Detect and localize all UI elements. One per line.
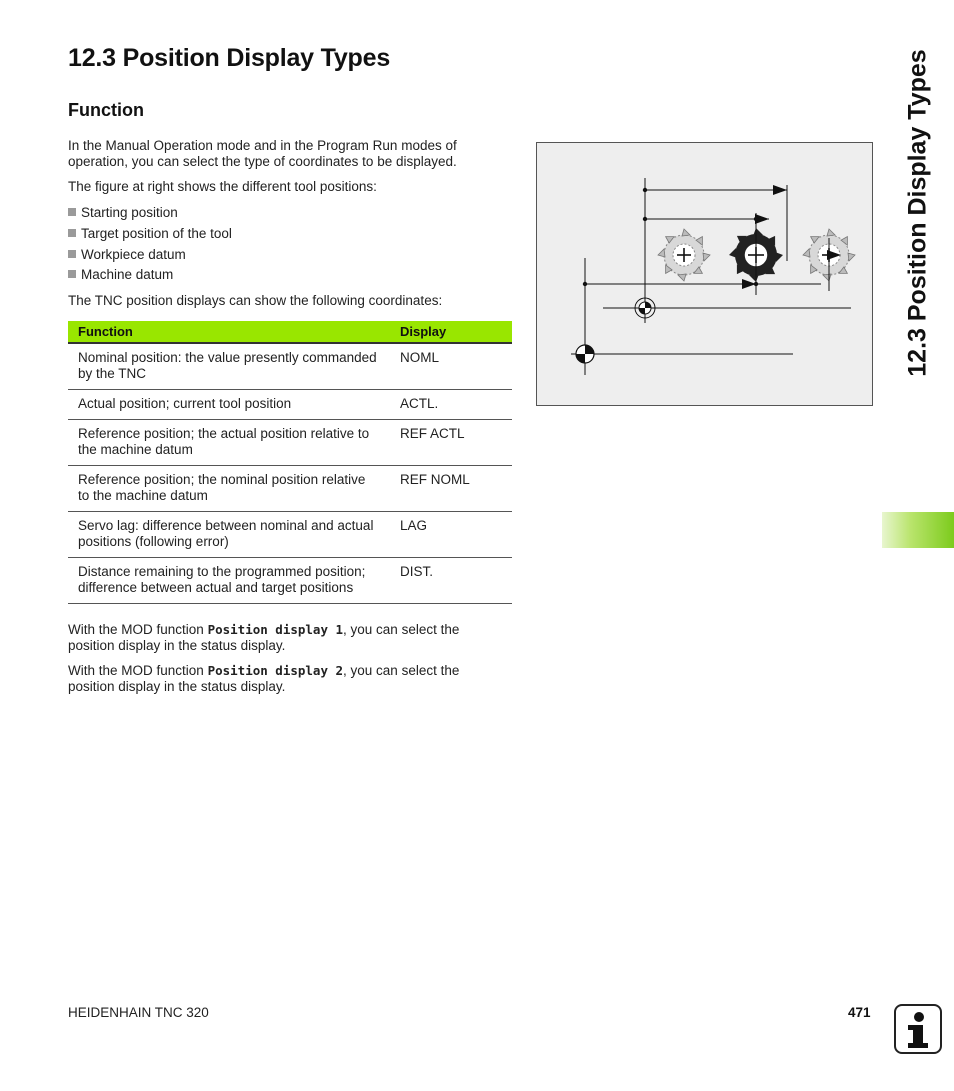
section-title: Function xyxy=(68,100,144,120)
list-item xyxy=(68,267,173,283)
chapter-color-tab xyxy=(882,512,954,548)
tool-positions-figure xyxy=(536,142,873,406)
column-header-display: Display xyxy=(390,321,512,343)
table-row xyxy=(68,466,512,512)
dimension-lines xyxy=(571,178,851,375)
list-item-label: Workpiece datum xyxy=(81,247,186,262)
mod-paragraph-1: With the MOD function Position display 1, you can select the position display in the status display. xyxy=(68,622,460,653)
list-item xyxy=(68,247,186,263)
table-row xyxy=(68,390,512,420)
cell-function: Actual position; current tool position xyxy=(68,390,390,420)
machine-datum-icon xyxy=(576,345,594,363)
cell-display: REF NOML xyxy=(390,466,512,512)
table-row xyxy=(68,558,512,604)
cell-function: Nominal position: the value presently commanded by the TNC xyxy=(68,343,390,390)
cell-function: Reference position; the actual position relative to the machine datum xyxy=(68,420,390,466)
page-title: 12.3 Position Display Types xyxy=(68,44,391,72)
cell-function: Servo lag: difference between nominal and actual positions (following error) xyxy=(68,512,390,558)
square-bullet-icon xyxy=(68,270,76,278)
intro-paragraph-3: The TNC position displays can show the following coordinates: xyxy=(68,293,443,308)
table-row xyxy=(68,420,512,466)
mod-paragraph-2: With the MOD function Position display 2, you can select the position display in the status display. xyxy=(68,663,460,694)
cell-function: Distance remaining to the programmed position; difference between actual and target positions xyxy=(68,558,390,604)
function-table xyxy=(68,321,512,604)
cell-function: Reference position; the nominal position relative to the machine datum xyxy=(68,466,390,512)
dimension-arrows xyxy=(583,185,841,289)
cell-display: DIST. xyxy=(390,558,512,604)
cell-display: NOML xyxy=(390,343,512,390)
info-icon xyxy=(894,1004,942,1054)
list-item xyxy=(68,205,178,221)
square-bullet-icon xyxy=(68,208,76,216)
table-header-row xyxy=(68,321,512,343)
chapter-side-tab xyxy=(895,48,941,378)
table-row xyxy=(68,343,512,390)
square-bullet-icon xyxy=(68,250,76,258)
cell-display: ACTL. xyxy=(390,390,512,420)
footer-product: HEIDENHAIN TNC 320 xyxy=(68,1005,209,1020)
page-number: 471 xyxy=(848,1005,871,1020)
list-item xyxy=(68,226,232,242)
cell-display: LAG xyxy=(390,512,512,558)
mod-code-1: Position display 1 xyxy=(207,622,344,637)
list-item-label: Target position of the tool xyxy=(81,226,232,241)
cell-display: REF ACTL xyxy=(390,420,512,466)
intro-paragraph-1: In the Manual Operation mode and in the Program Run modes of operation, you can select the type of coordinates to be displayed. xyxy=(68,138,457,169)
column-header-function: Function xyxy=(68,321,390,343)
tool-positions-diagram xyxy=(537,143,874,407)
table-row xyxy=(68,512,512,558)
list-item-label: Machine datum xyxy=(81,267,174,282)
list-item-label: Starting position xyxy=(81,205,178,220)
square-bullet-icon xyxy=(68,229,76,237)
mod-code-2: Position display 2 xyxy=(207,663,344,678)
side-tab-label: 12.3 Position Display Types xyxy=(903,49,932,377)
intro-paragraph-2: The figure at right shows the different tool positions: xyxy=(68,179,377,194)
